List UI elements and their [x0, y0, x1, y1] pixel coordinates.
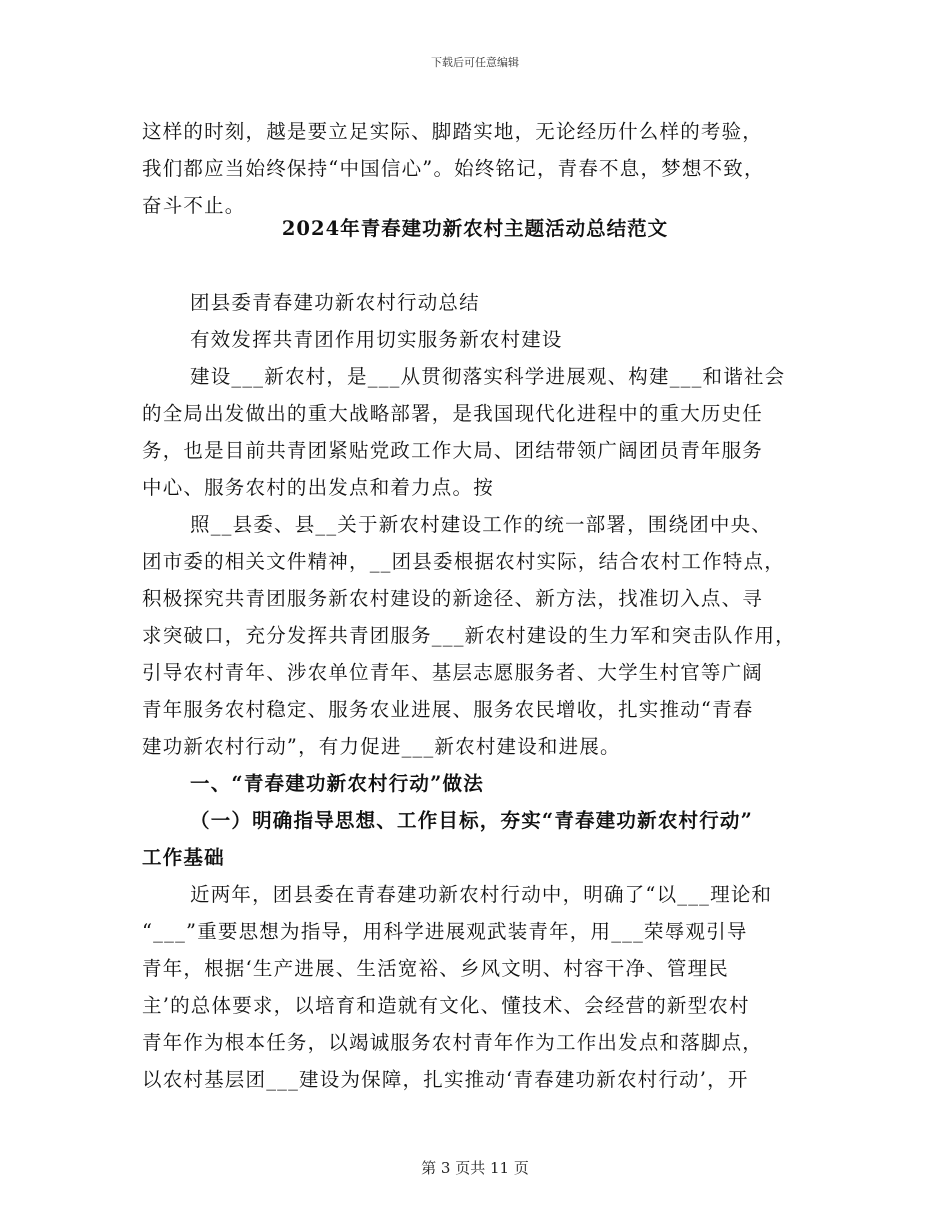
- intro-line: 这样的时刻，越是要立足实际、脚踏实地，无论经历什么样的考验，: [142, 120, 764, 143]
- paragraph-line: 引导农村青年、涉农单位青年、基层志愿服务者、大学生村官等广阔: [142, 661, 764, 684]
- paragraph-line: 青年，根据‘生产进展、生活宽裕、乡风文明、村容干净、管理民: [142, 957, 729, 980]
- intro-line: 奋斗不止。: [142, 194, 246, 217]
- page-footer: 第 3 页共 11 页: [421, 1159, 529, 1177]
- paragraph-line: 青年服务农村稳定、服务农业进展、服务农民增收，扎实推动“青春: [142, 698, 754, 721]
- intro-line: 我们都应当始终保持“中国信心”。始终铭记，青春不息，梦想不致，: [142, 157, 765, 180]
- paragraph-line: 以农村基层团___建设为保障，扎实推动‘青春建功新农村行动’，开: [142, 1068, 749, 1091]
- paragraph-line: 积极探究共青团服务新农村建设的新途径、新方法，找准切入点、寻: [142, 587, 764, 610]
- paragraph-line: 求突破口，充分发挥共青团服务___新农村建设的生力军和突击队作用，: [142, 624, 796, 647]
- paragraph-line: 团市委的相关文件精神，__团县委根据农村实际，结合农村工作特点，: [142, 550, 785, 573]
- section-heading: 一、“青春建功新农村行动”做法: [190, 772, 484, 795]
- subsection-heading: （一）明确指导思想、工作目标，夯实“青春建功新农村行动”: [190, 809, 754, 832]
- paragraph-line: 青年作为根本任务，以竭诚服务农村青年作为工作出发点和落脚点，: [142, 1031, 764, 1054]
- header-note: 下载后可任意编辑: [431, 56, 519, 69]
- paragraph-line: “___”重要思想为指导，用科学进展观武装青年，用___荣辱观引导: [142, 920, 748, 943]
- paragraph-line: 的全局出发做出的重大战略部署，是我国现代化进程中的重大历史任: [142, 402, 764, 425]
- subtitle: 有效发挥共青团作用切实服务新农村建设: [190, 328, 563, 351]
- paragraph-line: 务，也是目前共青团紧贴党政工作大局、团结带领广阔团员青年服务: [142, 439, 764, 462]
- paragraph-line: 近两年，团县委在青春建功新农村行动中，明确了“以___理论和: [190, 883, 773, 906]
- document-title: 2024年青春建功新农村主题活动总结范文: [281, 217, 669, 240]
- subtitle: 团县委青春建功新农村行动总结: [190, 291, 480, 314]
- paragraph-line: 建设___新农村，是___从贯彻落实科学进展观、构建___和谐社会: [190, 365, 786, 388]
- subsection-heading: 工作基础: [142, 846, 225, 869]
- paragraph-line: 主’的总体要求，以培育和造就有文化、懂技术、会经营的新型农村: [142, 994, 750, 1017]
- paragraph-line: 照__县委、县__关于新农村建设工作的统一部署，围绕团中央、: [190, 513, 773, 536]
- paragraph-line: 中心、服务农村的出发点和着力点。按: [142, 476, 494, 499]
- paragraph-line: 建功新农村行动”，有力促进___新农村建设和进展。: [142, 735, 621, 758]
